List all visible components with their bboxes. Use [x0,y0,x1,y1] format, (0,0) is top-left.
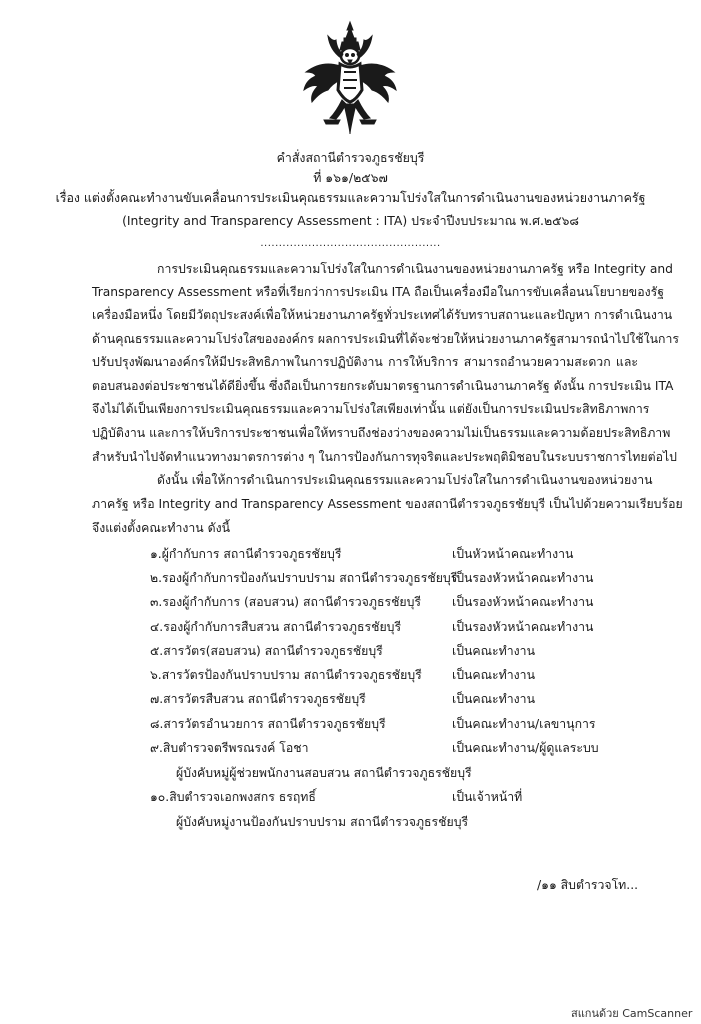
member-role: เป็นหัวหน้าคณะทำงาน [452,547,574,561]
member-role: เป็นคณะทำงาน/เลขานุการ [452,717,596,731]
paragraph-1-line: ด้านคุณธรรมและความโปร่งใสขององค์กร ผลการประเมินที่ได้จะช่วยให้หน่วยงานภาครัฐสามารถนำไปใช้ในการ [92,332,679,346]
paragraph-1-line: Transparency Assessment หรือที่เรียกว่าการประเมิน ITA ถือเป็นเครื่องมือในการขับเคลื่อนนโยบายของรัฐ [92,285,664,299]
member-role: เป็นเจ้าหน้าที่ [452,790,523,804]
member-name: ๘.สารวัตรอำนวยการ สถานีตำรวจภูธรชัยบุรี [150,717,386,731]
member-role: เป็นคณะทำงาน/ผู้ดูแลระบบ [452,741,599,755]
org-order-title: คำสั่งสถานีตำรวจภูธรชัยบุรี [276,150,425,165]
paragraph-1-line: จึงไม่ได้เป็นเพียงการประเมินคุณธรรมและความโปร่งใสเพียงเท่านั้น แต่ยังเป็นการประเมินประสิทธิภาพการ [92,402,650,416]
order-number: ที่ ๑๖๑/๒๕๖๗ [313,170,388,185]
member-name: ๑๐.สิบตำรวจเอกพงสกร ธรฤทธิ์ [150,790,316,804]
member-name: ๖.สารวัตรป้องกันปราบปราม สถานีตำรวจภูธรชัยบุรี [150,668,422,682]
member-position: ผู้บังคับหมู่ผู้ช่วยพนักงานสอบสวน สถานีตำรวจภูธรชัยบุรี [176,766,472,780]
member-role: เป็นคณะทำงาน [452,692,535,706]
separator-dots: ................................................. [260,238,441,249]
paragraph-1-line: ตอบสนองต่อประชาชนได้ดียิ่งขึ้น ซึ่งถือเป็นการยกระดับมาตรฐานการดำเนินงานภาครัฐ ดังนั้น การประเมิน ITA [92,379,674,393]
paragraph-1-line: สำหรับนำไปจัดทำแนวทางมาตรการต่าง ๆ ในการป้องกันการทุจริตและประพฤติมิชอบในระบบราชการไทยต่อไป [92,450,677,464]
member-role: เป็นรองหัวหน้าคณะทำงาน [452,620,594,634]
scanner-watermark: สแกนด้วย CamScanner [571,1007,693,1020]
member-name: ๕.สารวัตร(สอบสวน) สถานีตำรวจภูธรชัยบุรี [150,644,383,658]
member-name: ๙.สิบตำรวจตรีพรณรงค์ โอชา [150,741,309,755]
paragraph-1-line: เครื่องมือหนึ่ง โดยมีวัตถุประสงค์เพื่อให้หน่วยงานภาครัฐทั่วประเทศได้รับทราบสถานะและปัญหา การดำเนินงาน [92,308,673,322]
paragraph-1-line: การประเมินคุณธรรมและความโปร่งใสในการดำเนินงานของหน่วยงานภาครัฐ หรือ Integrity and [157,262,673,276]
member-role: เป็นคณะทำงาน [452,668,535,682]
member-role: เป็นคณะทำงาน [452,644,535,658]
member-name: ๒.รองผู้กำกับการป้องกันปราบปราม สถานีตำรวจภูธรชัยบุรี [150,571,458,585]
paragraph-2-line: ดังนั้น เพื่อให้การดำเนินการประเมินคุณธรรมและความโปร่งใสในการดำเนินงานของหน่วยงาน [157,473,653,487]
paragraph-1-line: ปฏิบัติงาน และการให้บริการประชาชนเพื่อให้ทราบถึงช่องว่างของความไม่เป็นธรรมและความด้อยประสิทธิภาพ [92,426,671,440]
member-name: ๗.สารวัตรสืบสวน สถานีตำรวจภูธรชัยบุรี [150,692,366,706]
member-name: ๔.รองผู้กำกับการสืบสวน สถานีตำรวจภูธรชัยบุรี [150,620,402,634]
member-position: ผู้บังคับหมู่งานป้องกันปราบปราม สถานีตำรวจภูธรชัยบุรี [176,815,469,829]
paragraph-1-line: ปรับปรุงพัฒนาองค์กรให้มีประสิทธิภาพในการปฏิบัติงาน การให้บริการ สามารถอำนวยความสะดวก และ [92,355,638,369]
member-role: เป็นรองหัวหน้าคณะทำงาน [452,595,594,609]
member-name: ๑.ผู้กำกับการ สถานีตำรวจภูธรชัยบุรี [150,547,342,561]
paragraph-2-line: จึงแต่งตั้งคณะทำงาน ดังนี้ [92,521,230,535]
subject-line-1: เรื่อง แต่งตั้งคณะทำงานขับเคลื่อนการประเมินคุณธรรมและความโปร่งใสในการดำเนินงานของหน่วยงานภาครัฐ [55,190,646,205]
page-continuation: /๑๑ สิบตำรวจโท... [537,878,639,892]
member-role: เป็นรองหัวหน้าคณะทำงาน [452,571,594,585]
subject-line-2: (Integrity and Transparency Assessment : ITA) ประจำปีงบประมาณ พ.ศ.๒๕๖๘ [122,213,579,228]
member-name: ๓.รองผู้กำกับการ (สอบสวน) สถานีตำรวจภูธรชัยบุรี [150,595,422,609]
paragraph-2-line: ภาครัฐ หรือ Integrity and Transparency Assessment ของสถานีตำรวจภูธรชัยบุรี เป็นไปด้วยความเรียบร้อย [92,497,683,511]
garuda-emblem-icon [300,20,400,136]
